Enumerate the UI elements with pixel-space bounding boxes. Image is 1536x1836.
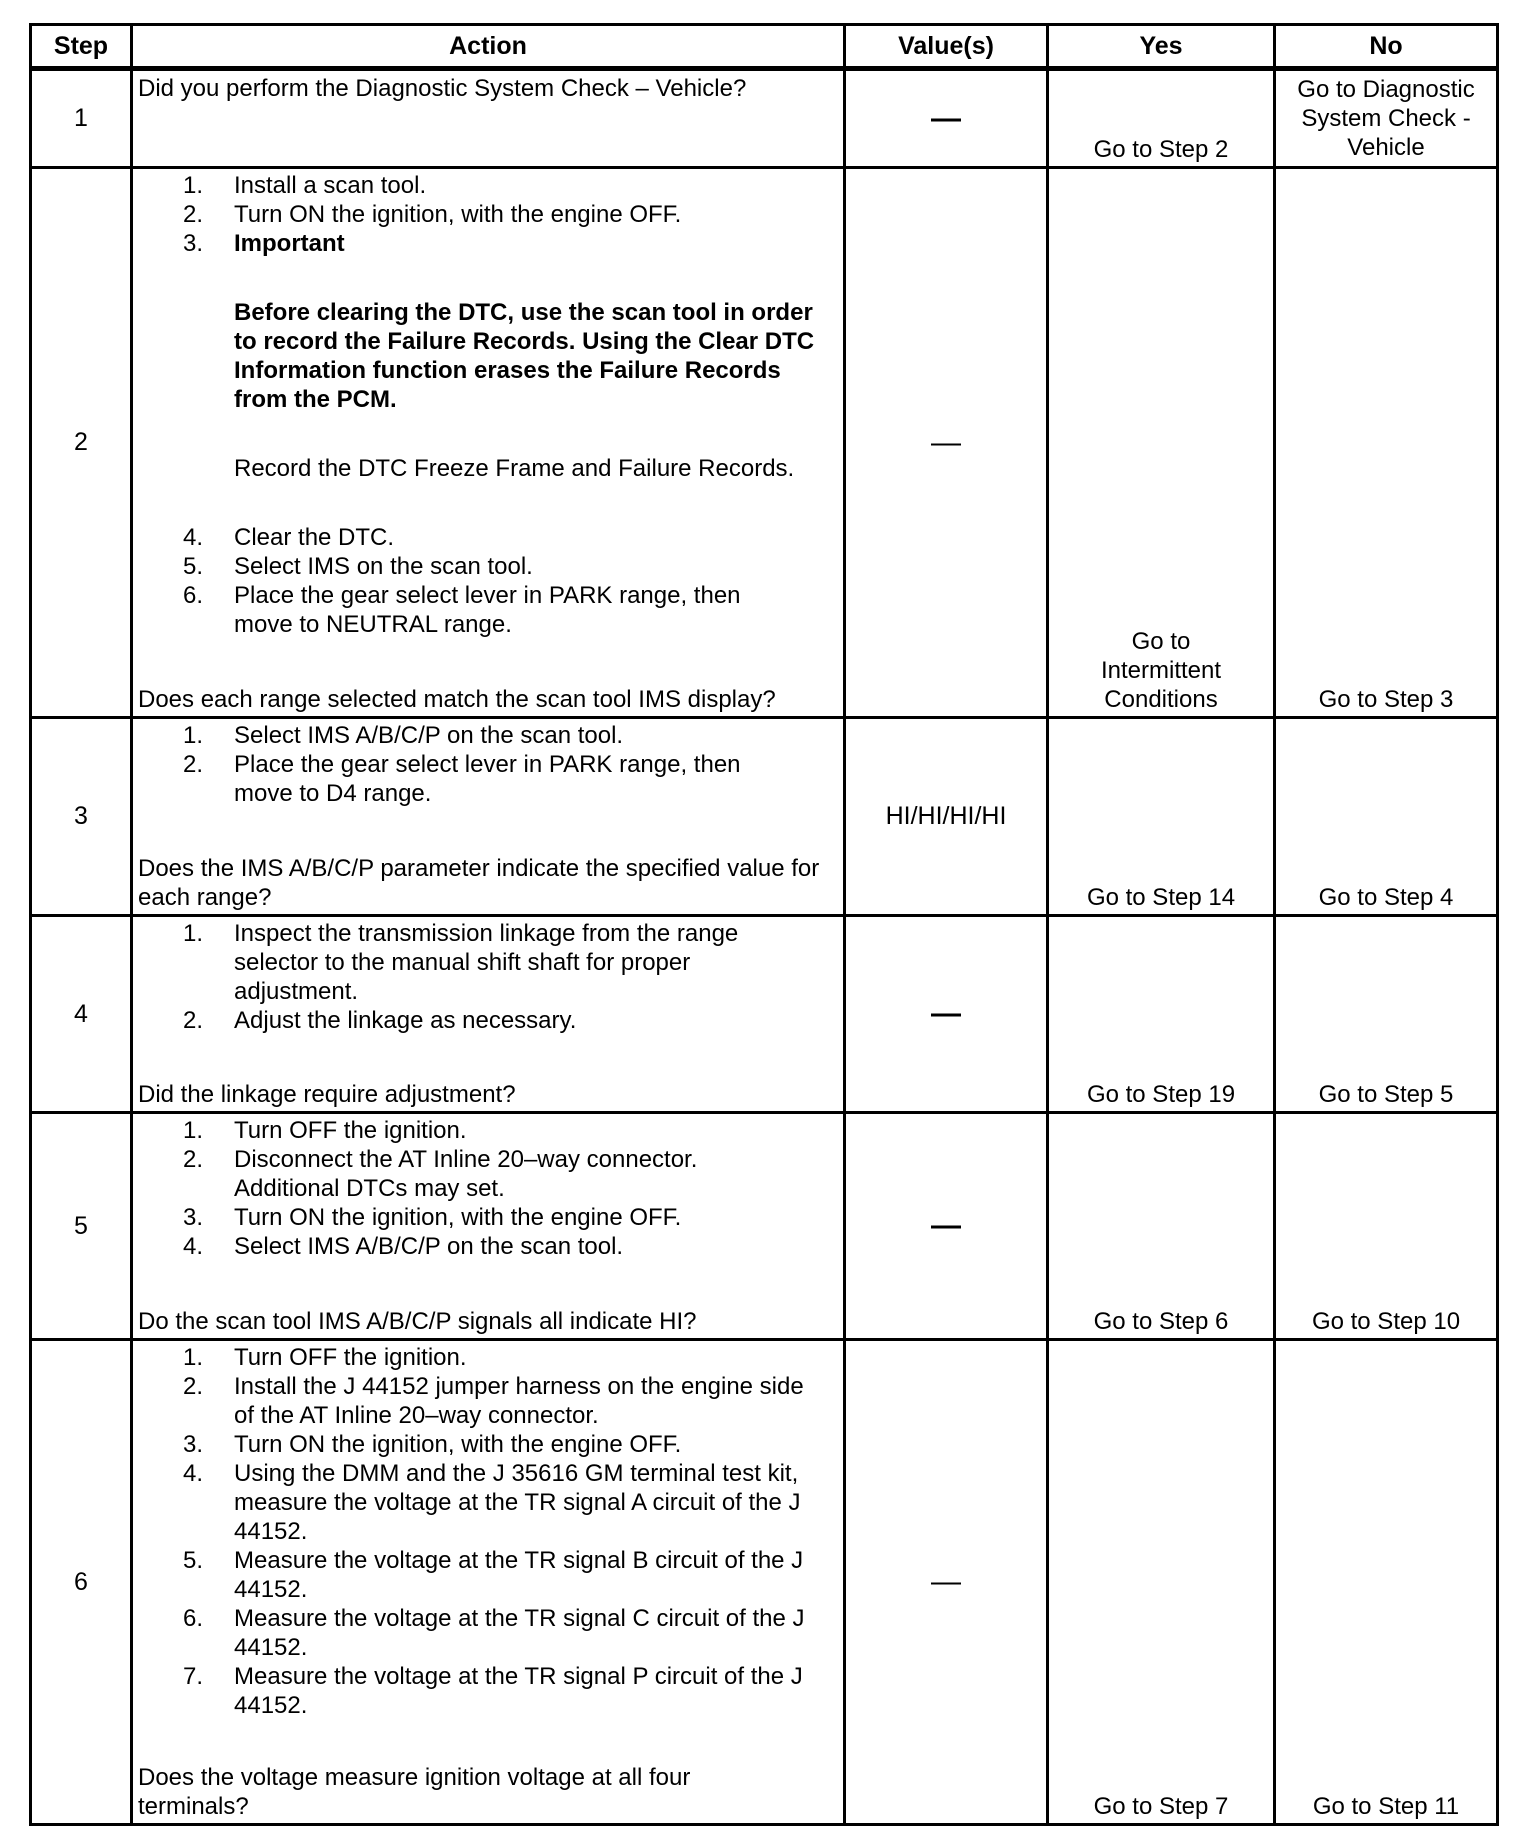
value-dash: —: [931, 425, 961, 459]
action-step: 4. Select IMS A/B/C/P on the scan tool.: [182, 1233, 624, 1260]
action-cell: [133, 1114, 843, 1338]
yes-link[interactable]: Go to Step 2: [1093, 136, 1229, 163]
step-number: 6: [74, 1567, 88, 1596]
action-step: 4. Clear the DTC.: [182, 524, 395, 551]
step-number: 4: [74, 999, 88, 1028]
action-steps: [133, 1343, 833, 1720]
action-step: 6. Measure the voltage at the TR signal C circuit of the J 44152.: [182, 1605, 805, 1661]
value-cell: [846, 917, 1046, 1111]
value-cell: [846, 169, 1046, 716]
diagnostic-table: [29, 23, 1499, 1826]
record-note: Record the DTC Freeze Frame and Failure Records.: [234, 455, 795, 482]
action-step: 2. Place the gear select lever in PARK range, then move to D4 range.: [182, 751, 741, 807]
no-link[interactable]: Go to Step 11: [1312, 1793, 1460, 1820]
yes-link[interactable]: Go to Step 7: [1093, 1793, 1229, 1820]
value-dash: —: [931, 1565, 961, 1598]
action-step: 5. Select IMS on the scan tool.: [182, 553, 533, 580]
header-step: Step: [53, 31, 109, 60]
no-link[interactable]: Go to Diagnostic System Check - Vehicle: [1297, 76, 1475, 161]
header-no: No: [1369, 31, 1403, 60]
action-steps: [133, 171, 833, 639]
yes-link[interactable]: Go to Step 19: [1086, 1081, 1236, 1108]
important-label: 3. Important: [182, 230, 345, 257]
value-cell: [846, 1114, 1046, 1338]
action-step: 2. Turn ON the ignition, with the engine OFF.: [182, 201, 682, 228]
action-question: Do the scan tool IMS A/B/C/P signals all indicate HI?: [138, 1308, 697, 1335]
no-link[interactable]: Go to Step 5: [1318, 1081, 1454, 1108]
no-link[interactable]: Go to Step 10: [1311, 1308, 1461, 1335]
yes-link[interactable]: Go to Step 6: [1093, 1308, 1229, 1335]
action-question: Did the linkage require adjustment?: [138, 1081, 516, 1108]
action-question: Does each range selected match the scan tool IMS display?: [138, 686, 776, 713]
action-cell: [133, 917, 843, 1111]
value-dash: —: [931, 997, 961, 1030]
no-link[interactable]: Go to Step 3: [1318, 686, 1454, 713]
value-dash: —: [931, 1209, 961, 1242]
action-cell: [133, 719, 843, 914]
action-step: 7. Measure the voltage at the TR signal P circuit of the J 44152.: [182, 1663, 803, 1719]
action-question: Does the IMS A/B/C/P parameter indicate the specified value for each range?: [138, 855, 820, 911]
action-question: Did you perform the Diagnostic System Check – Vehicle?: [138, 75, 747, 102]
yes-link[interactable]: Go to Step 14: [1086, 884, 1236, 911]
action-step: 1. Turn OFF the ignition.: [182, 1344, 467, 1371]
no-link[interactable]: Go to Step 4: [1318, 884, 1454, 911]
action-step: 2. Adjust the linkage as necessary.: [182, 1007, 577, 1034]
action-step: 1. Turn OFF the ignition.: [182, 1117, 467, 1144]
header-values: Value(s): [898, 31, 994, 60]
step-number: 3: [74, 802, 88, 830]
important-note: Before clearing the DTC, use the scan tool in order to record the Failure Records. Using the Clear DTC Information function erases the Failure Records from the PCM.: [234, 299, 815, 413]
step-number: 5: [74, 1211, 88, 1240]
value-cell: HI/HI/HI/HI: [885, 802, 1007, 830]
header-action: Action: [449, 31, 527, 60]
action-step: 3. Turn ON the ignition, with the engine OFF.: [182, 1431, 682, 1458]
yes-link[interactable]: Go to Intermittent Conditions: [1100, 628, 1222, 713]
value-dash: —: [931, 101, 961, 135]
action-step: 3. Turn ON the ignition, with the engine OFF.: [182, 1204, 682, 1231]
step-number: 2: [74, 428, 88, 456]
action-step: 1. Select IMS A/B/C/P on the scan tool.: [182, 722, 624, 749]
value-cell: [846, 1341, 1046, 1823]
action-steps: [133, 721, 833, 808]
action-step: 2. Disconnect the AT Inline 20–way connector. Additional DTCs may set.: [182, 1146, 698, 1202]
action-cell: [133, 71, 843, 166]
value-cell: [846, 71, 1046, 166]
action-step: 6. Place the gear select lever in PARK range, then move to NEUTRAL range.: [182, 582, 741, 638]
header-yes: Yes: [1139, 31, 1183, 60]
action-question: Does the voltage measure ignition voltage at all four terminals?: [138, 1764, 691, 1820]
action-step: 1. Inspect the transmission linkage from the range selector to the manual shift shaft for proper adjustment.: [182, 920, 739, 1005]
action-step: 4. Using the DMM and the J 35616 GM terminal test kit, measure the voltage at the TR signal A circuit of the J 44152.: [182, 1460, 801, 1545]
action-cell: [133, 1341, 843, 1823]
action-step: 2. Install the J 44152 jumper harness on the engine side of the AT Inline 20–way connector.: [182, 1373, 804, 1429]
action-step: 5. Measure the voltage at the TR signal B circuit of the J 44152.: [182, 1547, 804, 1603]
action-steps: [133, 1116, 833, 1261]
action-steps: [133, 919, 833, 1035]
step-number: 1: [74, 104, 88, 132]
action-step: 1. Install a scan tool.: [182, 172, 427, 199]
action-cell: [133, 169, 843, 716]
